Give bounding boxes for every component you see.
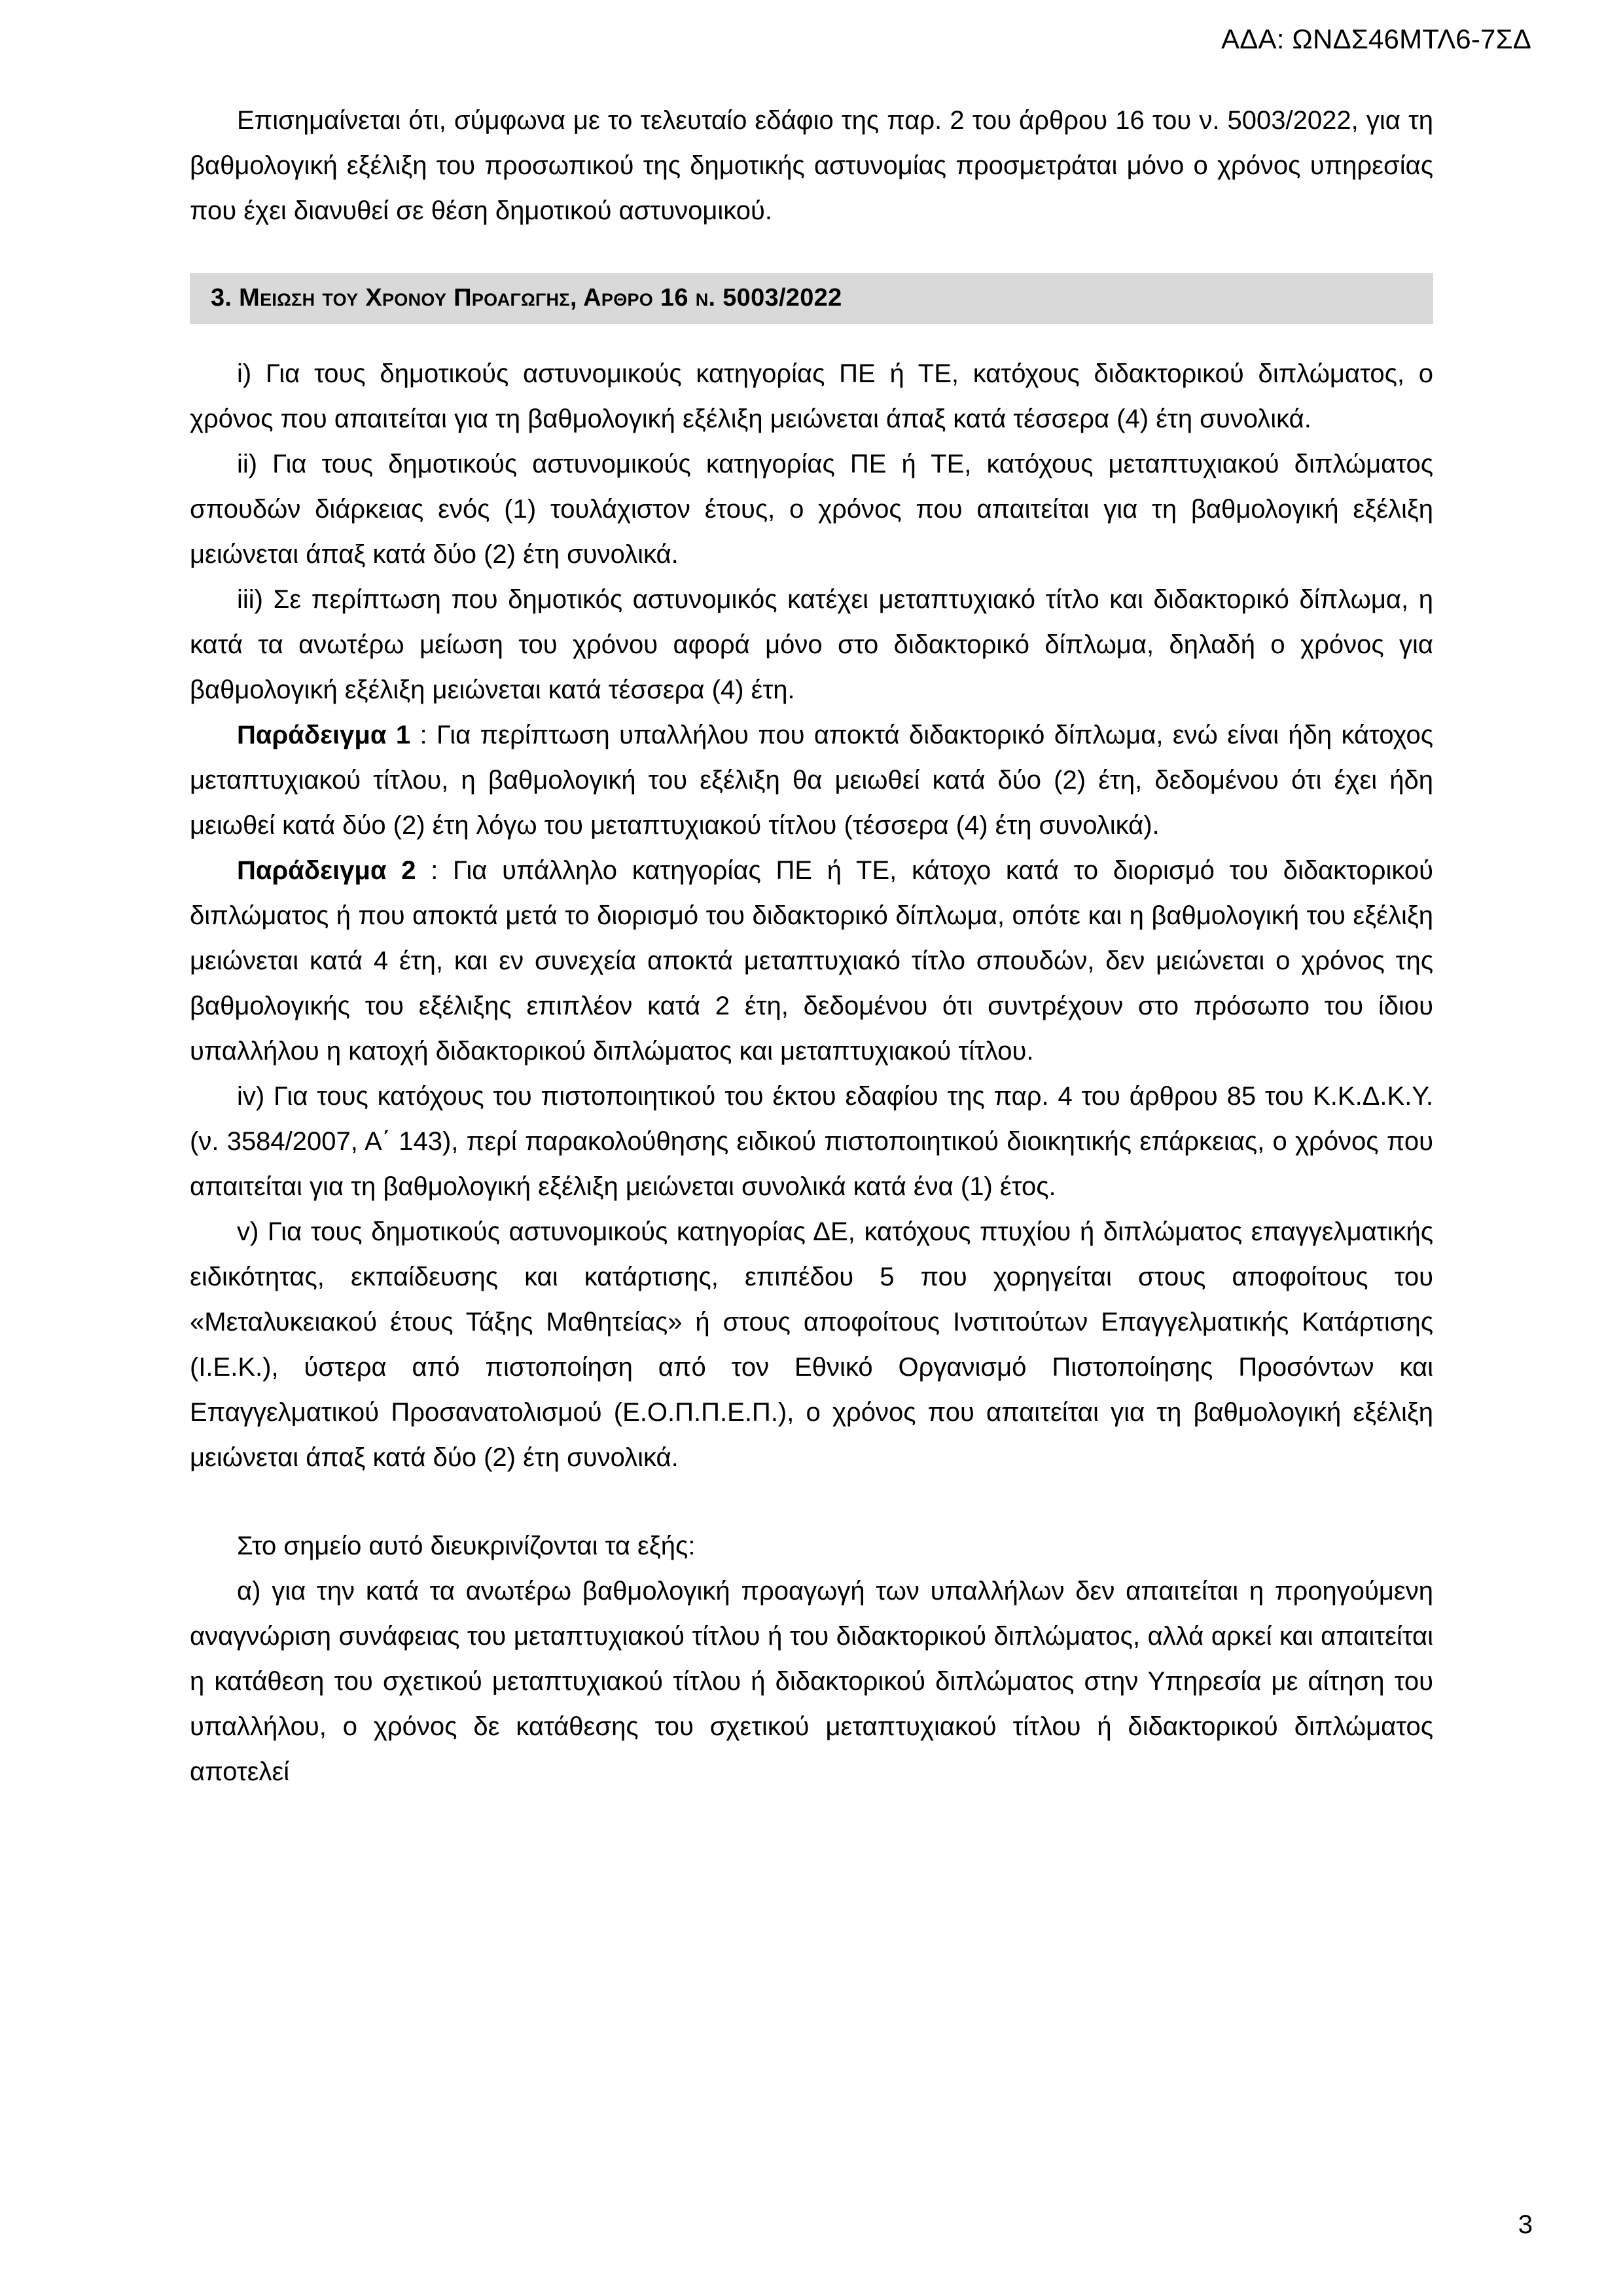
page-number: 3 [1518,2210,1533,2239]
spacer-before-closing [190,1480,1433,1524]
document-content [190,98,1433,1795]
item-v-paragraph: v) Για τους δημοτικούς αστυνομικούς κατηγορίας ΔΕ, κατόχους πτυχίου ή διπλώματος επαγγελματικής ειδικότητας, εκπαίδευσης και κατάρτισης, επιπέδου 5 που χορηγείται στους αποφοίτους του «Μεταλυκειακού έτους Τάξης Μαθητείας» ή στους αποφοίτους Ινστιτούτων Επαγγελματικής Κατάρτισης (Ι.Ε.Κ.), ύστερα από πιστοποίηση από τον Εθνικό Οργανισμό Πιστοποίησης Προσόντων και Επαγγελματικού Προσανατολισμού (Ε.Ο.Π.Π.Ε.Π.), ο χρόνος που απαιτείται για τη βαθμολογική εξέλιξη μειώνεται άπαξ κατά δύο (2) έτη συνολικά. [190,1217,1433,1472]
spacer-before-section-bar [190,234,1433,273]
example-2-label: Παράδειγμα 2 [237,856,416,885]
item-iv-paragraph: iv) Για τους κατόχους του πιστοποιητικού του έκτου εδαφίου της παρ. 4 του άρθρου 85 του Κ.Κ.Δ.Κ.Υ. (ν. 3584/2007, Α΄ 143), περί παρακολούθησης ειδικού πιστοποιητικού διοικητικής επάρκειας, ο χρόνος που απαιτείται για τη βαθμολογική εξέλιξη μειώνεται συνολικά κατά ένα (1) έτος. [190,1082,1433,1201]
ada-header-code: ΑΔΑ: ΩΝΔΣ46ΜΤΛ6-7ΣΔ [1221,24,1531,54]
example-1-text: : Για περίπτωση υπαλλήλου που αποκτά διδακτορικό δίπλωμα, ενώ είναι ήδη κάτοχος μεταπτυχιακού τίτλου, η βαθμολογική του εξέλιξη θα μειωθεί κατά δύο (2) έτη, δεδομένου ότι έχει ήδη μειωθεί κατά δύο (2) έτη λόγω του μεταπτυχιακού τίτλου (τέσσερα (4) έτη συνολικά). [190,721,1433,840]
example-1-paragraph [190,713,1433,848]
example-1-label: Παράδειγμα 1 [237,721,411,749]
example-2-text: : Για υπάλληλο κατηγορίας ΠΕ ή ΤΕ, κάτοχο κατά το διορισμό του διδακτορικού διπλώματος ή που αποκτά μετά το διορισμό του διδακτορικό δίπλωμα, οπότε και η βαθμολογική του εξέλιξη μειώνεται κατά 4 έτη, και εν συνεχεία αποκτά μεταπτυχιακό τίτλο σπουδών, δεν μειώνεται ο χρόνος της βαθμολογικής του εξέλιξης επιπλέον κατά 2 έτη, δεδομένου ότι συντρέχουν στο πρόσωπο του ίδιου υπαλλήλου η κατοχή διδακτορικού διπλώματος και μεταπτυχιακού τίτλου. [190,856,1433,1066]
item-ii-paragraph: ii) Για τους δημοτικούς αστυνομικούς κατηγορίας ΠΕ ή ΤΕ, κατόχους μεταπτυχιακού διπλώματος σπουδών διάρκειας ενός (1) τουλάχιστον έτους, ο χρόνος που απαιτείται για τη βαθμολογική εξέλιξη μειώνεται άπαξ κατά δύο (2) έτη συνολικά. [190,450,1433,569]
closing-alpha-paragraph: α) για την κατά τα ανωτέρω βαθμολογική προαγωγή των υπαλλήλων δεν απαιτείται η προηγούμενη αναγνώριση συνάφειας του μεταπτυχιακού τίτλου ή του διδακτορικού διπλώματος, αλλά αρκεί και απαιτείται η κατάθεση του σχετικού μεταπτυχιακού τίτλου ή διδακτορικού διπλώματος στην Υπηρεσία με αίτηση του υπαλλήλου, ο χρόνος δε κατάθεσης του σχετικού μεταπτυχιακού τίτλου ή διδακτορικού διπλώματος αποτελεί [190,1577,1433,1786]
spacer-after-section-bar [190,324,1433,351]
example-2-paragraph [190,848,1433,1074]
section-title: 3. Μειωση του Χρονου Προαγωγης, Αρθρο 16 ν. 5003/2022 [211,284,842,312]
item-iii-paragraph: iii) Σε περίπτωση που δημοτικός αστυνομικός κατέχει μεταπτυχιακό τίτλο και διδακτορικό δίπλωμα, η κατά τα ανωτέρω μείωση του χρόνου αφορά μόνο στο διδακτορικό δίπλωμα, δηλαδή ο χρόνος για βαθμολογική εξέλιξη μειώνεται κατά τέσσερα (4) έτη. [190,585,1433,704]
item-i-paragraph: i) Για τους δημοτικούς αστυνομικούς κατηγορίας ΠΕ ή ΤΕ, κατόχους διδακτορικού διπλώματος, ο χρόνος που απαιτείται για τη βαθμολογική εξέλιξη μειώνεται άπαξ κατά τέσσερα (4) έτη συνολικά. [190,359,1433,433]
section-header-bar [190,273,1433,324]
intro-paragraph: Επισημαίνεται ότι, σύμφωνα με το τελευταίο εδάφιο της παρ. 2 του άρθρου 16 του ν. 5003/2022, για τη βαθμολογική εξέλιξη του προσωπικού της δημοτικής αστυνομίας προσμετράται μόνο ο χρόνος υπηρεσίας που έχει διανυθεί σε θέση δημοτικού αστυνομικού. [190,106,1433,225]
closing-intro-paragraph: Στο σημείο αυτό διευκρινίζονται τα εξής: [237,1532,696,1560]
